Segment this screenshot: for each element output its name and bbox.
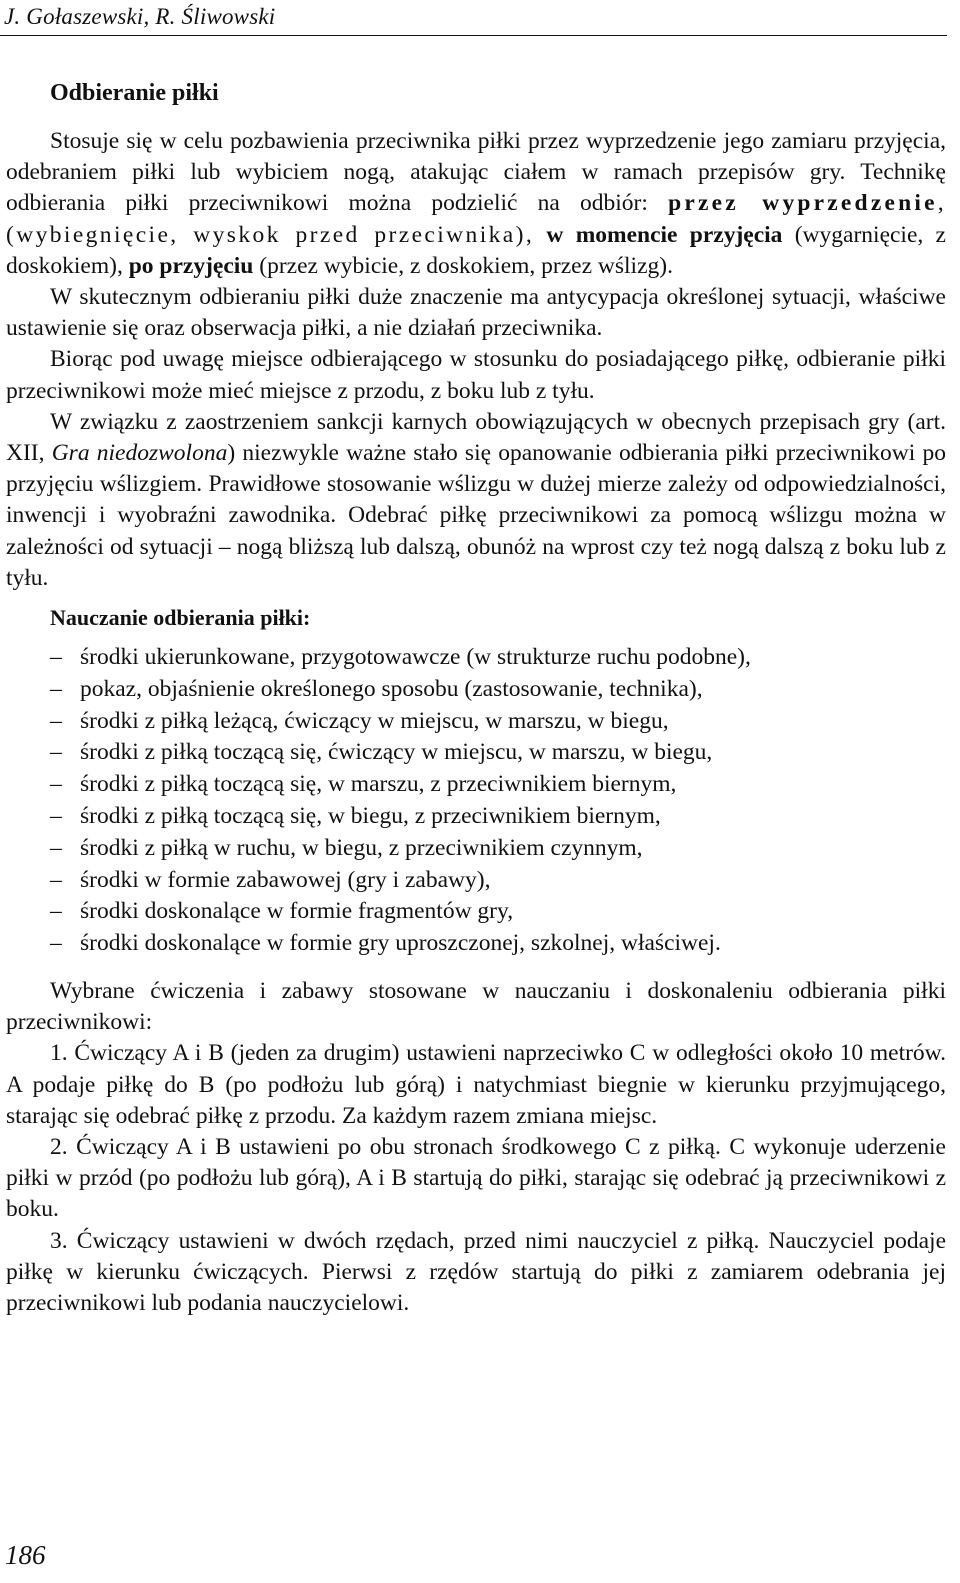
paragraph-technique — [6, 126, 946, 282]
paragraph-text: , (wybiegnięcie, wyskok przed przeciwnika), — [6, 190, 946, 248]
dash-bullet: – — [50, 675, 62, 702]
paragraph-text: W związku z zaostrzeniem sankcji karnych obowiązujących w obecnych przepisach gry (art. XII, — [6, 408, 946, 467]
dash-bullet: – — [50, 739, 62, 766]
list-item — [6, 769, 946, 801]
dash-bullet: – — [50, 898, 62, 925]
list-item-text: środki z piłką leżącą, ćwiczący w miejscu, w marszu, w biegu, — [80, 707, 669, 734]
list-item-text: środki z piłką toczącą się, w biegu, z przeciwnikiem biernym, — [80, 803, 661, 830]
teaching-heading: Nauczanie odbierania piłki: — [50, 605, 311, 631]
exercise-item: 2. Ćwiczący A i B ustawieni po obu stronach środkowego C z piłką. C wykonuje uderzenie piłki w przód (po podłożu lub górą), A i B startują do piłki, starając się odebrać ją przeciwnikowi z boku. — [6, 1134, 946, 1223]
exercise-item: 1. Ćwiczący A i B (jeden za drugim) ustawieni naprzeciwko C w odległości około 10 metrów. A podaje piłkę do B (po podłożu lub górą) i natychmiast biegnie w kierunku przyjmującego, starając się odebrać piłkę z przodu. Za każdym razem zmiana miejsc. — [6, 1040, 946, 1129]
list-item — [6, 642, 946, 674]
exercise-item: 3. Ćwiczący ustawieni w dwóch rzędach, przed nimi nauczyciel z piłką. Nauczyciel podaje piłkę w kierunku ćwiczących. Pierwsi z rzędów startują do piłki z zamiarem odebrania jej przeciwnikowi lub podania nauczycielowi. — [6, 1227, 946, 1317]
paragraph-anticipation: W skutecznym odbieraniu piłki duże znaczenie ma antycypacja określonej sytuacji, właściwe ustawienie się oraz obserwacja piłki, a nie działań przeciwnika. — [6, 284, 946, 342]
paragraph-text: ) niezwykle ważne stało się opanowanie odbierania piłki przeciwnikowi po przyjęciu wślizgiem. Prawidłowe stosowanie wślizgu w dużej mierze zależy od odpowiedzialności, inwencji i wyobraźni zawodnika. Odebrać piłkę przeciwnikowi za pomocą wślizgu można w zależności od sytuacji – nogą bliższą lub dalszą, obunóż na wprost czy też nogą dalszą z boku lub z tyłu. — [6, 440, 946, 591]
dash-bullet: – — [50, 803, 62, 830]
term-w-momencie-przyjecia: w momencie przyjęcia — [546, 221, 783, 248]
paragraph-text: (wygarnięcie, z doskokiem), — [6, 221, 946, 279]
term-po-przyjeciu: po przyjęciu — [128, 252, 254, 279]
dash-bullet: – — [50, 866, 62, 893]
page-number: 186 — [5, 1540, 46, 1570]
exercises-intro: Wybrane ćwiczenia i zabawy stosowane w nauczaniu i doskonaleniu odbierania piłki przeciwnikowi: — [6, 978, 946, 1036]
dash-bullet: – — [50, 834, 62, 861]
italic-term: Gra niedozwolona — [51, 440, 228, 467]
paragraph-position: Biorąc pod uwagę miejsce odbierającego w stosunku do posiadającego piłkę, odbieranie piłki przeciwnikowi może mieć miejsce z przodu, z boku lub z tyłu. — [6, 346, 946, 404]
paragraph-text: Stosuje się w celu pozbawienia przeciwnika piłki przez wyprzedzenie jego zamiaru przyjęcia, odebraniem piłki lub wybiciem nogą, atakując ciałem w ramach przepisów gry. Technikę odbierania piłki przeciwnikowi można podzielić na odbiór: — [6, 128, 946, 217]
teaching-list — [6, 642, 946, 960]
list-item-text: środki doskonalące w formie gry uproszczonej, szkolnej, właściwej. — [80, 930, 721, 957]
header-rule — [0, 35, 947, 36]
list-item — [6, 865, 946, 897]
list-item-text: środki z piłką w ruchu, w biegu, z przeciwnikiem czynnym, — [80, 834, 643, 861]
list-item-text: środki doskonalące w formie fragmentów gry, — [80, 898, 514, 925]
list-item — [6, 706, 946, 738]
list-item-text: środki z piłką toczącą się, ćwiczący w miejscu, w marszu, w biegu, — [80, 739, 713, 766]
list-item — [6, 833, 946, 865]
running-head: J. Gołaszewski, R. Śliwowski — [4, 4, 276, 29]
list-item — [6, 896, 946, 928]
list-item — [6, 801, 946, 833]
section-title: Odbieranie piłki — [50, 80, 219, 106]
paragraph-text: (przez wybicie, z doskokiem, przez wślizg). — [253, 252, 673, 279]
list-item — [6, 737, 946, 769]
dash-bullet: – — [50, 707, 62, 734]
dash-bullet: – — [50, 771, 62, 798]
term-przez-wyprzedzenie: przez wyprzedzenie — [668, 190, 938, 217]
list-item — [6, 928, 946, 960]
dash-bullet: – — [50, 644, 62, 671]
dash-bullet: – — [50, 930, 62, 957]
list-item-text: pokaz, objaśnienie określonego sposobu (zastosowanie, technika), — [80, 675, 703, 702]
paragraph-sliding-tackle — [6, 407, 946, 594]
list-item-text: środki w formie zabawowej (gry i zabawy), — [80, 866, 491, 893]
list-item — [6, 674, 946, 706]
list-item-text: środki z piłką toczącą się, w marszu, z przeciwnikiem biernym, — [80, 771, 677, 798]
list-item-text: środki ukierunkowane, przygotowawcze (w strukturze ruchu podobne), — [80, 644, 751, 671]
page-body — [6, 78, 946, 1319]
